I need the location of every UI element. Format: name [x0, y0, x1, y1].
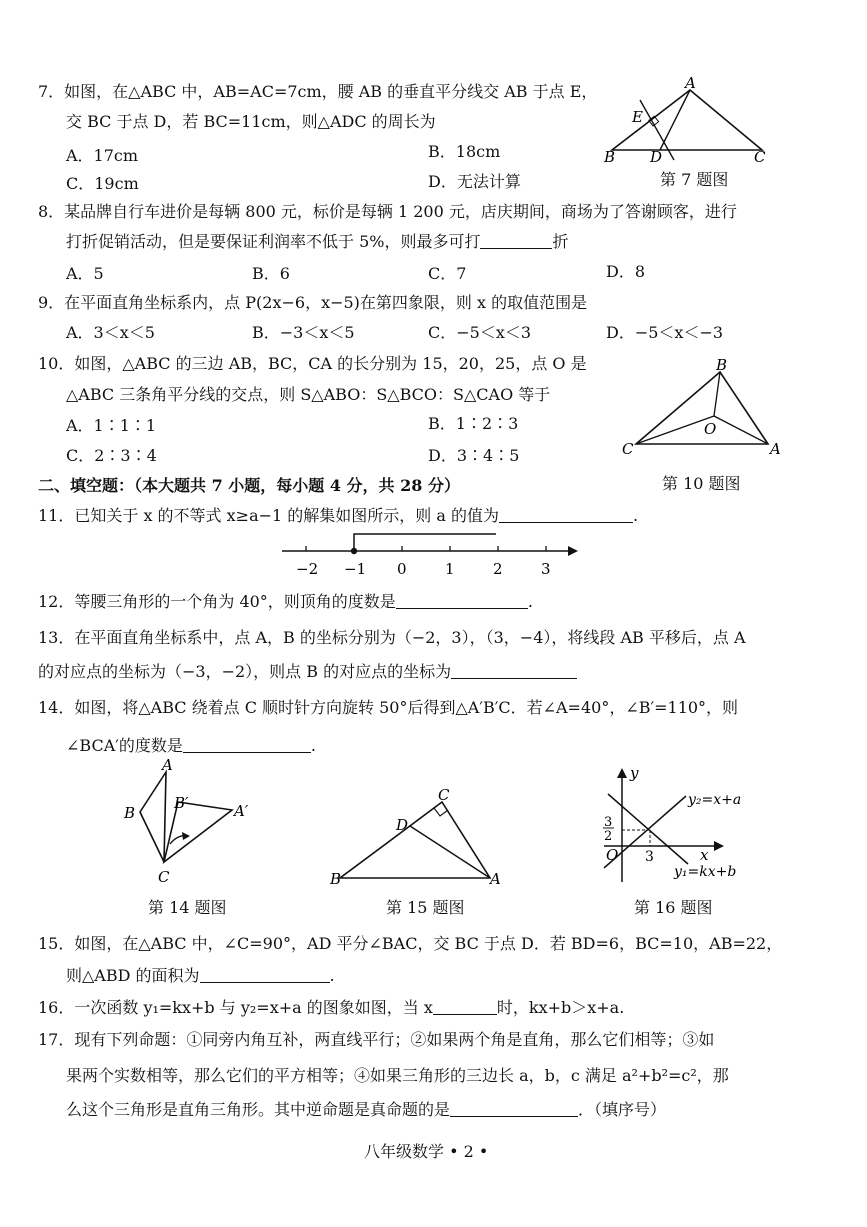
q13-answer-blank[interactable]	[451, 662, 577, 679]
q16-label-y2: y₂=x+a	[688, 792, 742, 808]
q14-figure	[118, 756, 268, 890]
q16-label-three: 3	[645, 849, 654, 865]
q10-option-b[interactable]: B．1∶2∶3	[428, 414, 519, 433]
q16-label-x: x	[700, 846, 709, 864]
q16-line1-text: 16．一次函数 y₁=kx+b 与 y₂=x+a 的图象如图，当 x	[38, 998, 433, 1017]
q8-option-c[interactable]: C．7	[428, 264, 467, 283]
q7-label-a: A	[685, 74, 696, 92]
q17-line3-text: 么这个三角形是直角三角形。其中逆命题是真命题的是	[66, 1100, 451, 1119]
q7-figure	[600, 74, 780, 166]
q11-tick-label-1: 1	[445, 560, 455, 578]
page-footer: 八年级数学 • 2 •	[364, 1142, 489, 1161]
q11-tick-label-neg1: −1	[344, 560, 367, 578]
q15-label-d: D	[396, 816, 409, 834]
q10-bisector-co	[636, 416, 717, 444]
q11-solid-point	[351, 548, 357, 554]
q16-figure	[590, 764, 780, 890]
q8-option-b[interactable]: B．6	[252, 264, 290, 283]
q10-bisector-bo	[714, 372, 720, 416]
q16-x-axis-arrow	[714, 841, 724, 851]
q11-number-line	[278, 528, 588, 582]
q16-label-fraction-denominator: 2	[604, 829, 613, 844]
q15-label-c: C	[438, 786, 450, 804]
q7-ad-line	[660, 90, 690, 150]
q11-axis-arrow	[568, 546, 578, 556]
q14-caption: 第 14 题图	[148, 898, 227, 917]
q10-option-d[interactable]: D．3∶4∶5	[428, 446, 520, 465]
q14-label-b-prime: B′	[174, 794, 189, 812]
q14-line2-suffix: .	[310, 736, 316, 755]
q15-label-a: A	[490, 870, 501, 888]
q9-option-b[interactable]: B．−3＜x＜5	[252, 323, 355, 342]
q14-rotation-arrowhead	[182, 832, 190, 840]
q15-bisector-ad	[410, 826, 490, 878]
q12-line1-suffix: .	[527, 592, 533, 611]
q12-line1	[38, 592, 533, 612]
q14-line2	[66, 736, 316, 756]
q14-label-a-prime: A′	[234, 802, 249, 820]
q16-label-origin: O	[606, 846, 619, 864]
q16-y-axis-arrow	[617, 768, 627, 778]
q9-option-d[interactable]: D．−5＜x＜−3	[606, 323, 724, 342]
q17-line2: 果两个实数相等，那么它们的平方相等；④如果三角形的三边长 a，b，c 满足 a²+b²=c²，那	[66, 1066, 729, 1085]
q14-label-a: A	[162, 756, 173, 774]
q15-line2	[66, 966, 335, 986]
q10-label-o: O	[704, 420, 717, 438]
q7-label-e: E	[632, 108, 643, 126]
q14-label-c: C	[158, 868, 170, 886]
q11-line1	[38, 506, 638, 526]
q15-answer-blank[interactable]	[200, 966, 330, 983]
q8-line2-text: 打折促销活动，但是要保证利润率不低于 5%，则最多可打	[66, 232, 481, 251]
q16-label-y1: y₁=kx+b	[674, 864, 737, 880]
q11-line1-text: 11．已知关于 x 的不等式 x≥a−1 的解集如图所示，则 a 的值为	[38, 506, 499, 525]
q16-line1	[38, 998, 624, 1018]
q12-line1-text: 12．等腰三角形的一个角为 40°，则顶角的度数是	[38, 592, 396, 611]
q11-answer-blank[interactable]	[499, 506, 633, 523]
q11-tick-label-0: 0	[397, 560, 407, 578]
q10-figure	[618, 358, 788, 458]
q16-label-fraction-numerator: 3	[604, 815, 613, 830]
q17-line3-suffix: ．（填序号）	[578, 1100, 667, 1119]
q17-line1: 17．现有下列命题：①同旁内角互补，两直线平行；②如果两个角是直角，那么它们相等；③如	[38, 1030, 715, 1049]
q16-caption: 第 16 题图	[634, 898, 713, 917]
q7-label-b: B	[604, 148, 616, 166]
q10-label-b: B	[716, 356, 728, 374]
q7-line2: 交 BC 于点 D，若 BC=11cm，则△ADC 的周长为	[66, 112, 436, 131]
q8-line2-suffix: 折	[552, 232, 569, 251]
q10-caption: 第 10 题图	[662, 474, 741, 493]
q13-line2	[38, 662, 577, 682]
q15-figure	[330, 786, 510, 886]
q15-line1: 15．如图，在△ABC 中，∠C=90°，AD 平分∠BAC，交 BC 于点 D．若 BD=6，BC=10，AB=22，	[38, 934, 783, 953]
q17-line3	[66, 1100, 666, 1120]
q14-line1: 14．如图，将△ABC 绕着点 C 顺时针方向旋转 50°后得到△A′B′C．若∠A=40°，∠B′=110°，则	[38, 698, 739, 717]
q16-label-y: y	[630, 764, 639, 782]
q15-line2-text: 则△ABD 的面积为	[66, 966, 200, 985]
q14-answer-blank[interactable]	[183, 736, 311, 753]
q11-line1-suffix: .	[633, 506, 639, 525]
q12-answer-blank[interactable]	[396, 592, 528, 609]
q16-line1-suffix: 时，kx+b＞x+a.	[496, 998, 625, 1017]
q9-option-c[interactable]: C．−5＜x＜3	[428, 323, 532, 342]
q7-line1: 7．如图，在△ABC 中，AB=AC=7cm，腰 AB 的垂直平分线交 AB 于点 E，	[38, 82, 598, 101]
q10-bisector-ao	[714, 416, 768, 444]
q11-tick-label-neg2: −2	[296, 560, 319, 578]
section-2-heading: 二、填空题：（本大题共 7 小题，每小题 4 分，共 28 分）	[38, 476, 460, 495]
q10-option-a[interactable]: A．1∶1∶1	[66, 416, 157, 435]
q15-caption: 第 15 题图	[386, 898, 465, 917]
q9-line1: 9．在平面直角坐标系内，点 P(2x−6，x−5)在第四象限，则 x 的取值范围是	[38, 293, 588, 312]
q15-triangle	[340, 802, 490, 878]
q9-option-a[interactable]: A．3＜x＜5	[66, 323, 155, 342]
q7-label-c: C	[754, 148, 766, 166]
q7-caption: 第 7 题图	[660, 170, 729, 189]
q15-label-b: B	[330, 870, 342, 888]
q8-option-a[interactable]: A．5	[66, 264, 104, 283]
q7-label-d: D	[650, 148, 663, 166]
q8-line2	[66, 232, 569, 252]
q8-line1: 8．某品牌自行车进价是每辆 800 元，标价是每辆 1 200 元，店庆期间，商场为了答谢顾客，进行	[38, 202, 737, 221]
q14-line2-text: ∠BCA′的度数是	[66, 736, 183, 755]
q7-option-b[interactable]: B．18cm	[428, 142, 501, 161]
q10-label-a: A	[770, 440, 781, 458]
q8-option-d[interactable]: D．8	[606, 262, 646, 281]
q7-option-c[interactable]: C．19cm	[66, 174, 139, 193]
q11-solution-ray	[354, 534, 496, 551]
q7-option-d[interactable]: D．无法计算	[428, 172, 521, 191]
q17-answer-blank[interactable]	[450, 1100, 578, 1117]
q16-answer-blank[interactable]	[433, 998, 497, 1015]
q10-label-c: C	[622, 440, 634, 458]
q10-line1: 10．如图，△ABC 的三边 AB，BC，CA 的长分别为 15，20，25，点 O 是	[38, 354, 587, 373]
q11-tick-label-3: 3	[541, 560, 551, 578]
q15-line2-suffix: .	[329, 966, 335, 985]
q8-answer-blank[interactable]	[480, 232, 552, 249]
q10-line2: △ABC 三条角平分线的交点，则 S△ABO：S△BCO：S△CAO 等于	[66, 385, 551, 404]
q13-line1: 13．在平面直角坐标系中，点 A，B 的坐标分别为（−2，3），（3，−4），将线段 AB 平移后，点 A	[38, 628, 746, 647]
q14-label-b: B	[124, 804, 136, 822]
q14-triangle-abc	[140, 772, 166, 862]
q13-line2-text: 的对应点的坐标为（−3，−2），则点 B 的对应点的坐标为	[38, 662, 452, 681]
q11-tick-label-2: 2	[493, 560, 503, 578]
q10-option-c[interactable]: C．2∶3∶4	[66, 446, 157, 465]
q7-option-a[interactable]: A．17cm	[66, 146, 139, 165]
